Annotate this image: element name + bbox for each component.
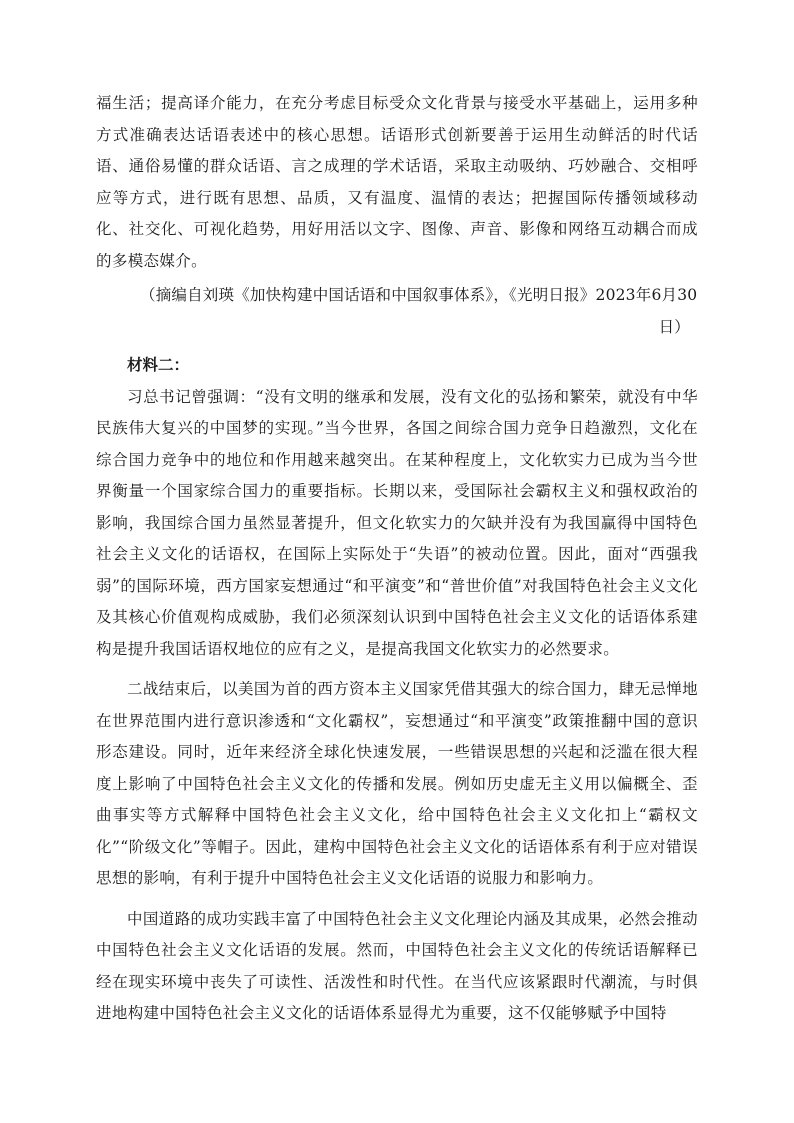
source-citation-line: （摘编自刘瑛《加快构建中国话语和中国叙事体系》，《光明日报》2023年6月30	[140, 286, 698, 304]
material-two-paragraph-1: 习总书记曾强调：“没有文明的继承和发展，没有文化的弘扬和繁荣，就没有中华民族伟大复兴的中国梦的实现。”当今世界，各国之间综合国力竞争日趋激烈，文化在综合国力竞争中的地位和作用越来越突出。在某种程度上，文化软实力已成为当今世界衡量一个国家综合国力的重要指标。长期以来，受国际社会霸权主义和强权政治的影响，我国综合国力虽然显著提升，但文化软实力的欠缺并没有为我国赢得中国特色社会主义文化的话语权，在国际上实际处于“失语”的被动位置。因此，面对“西强我弱”的国际环境，西方国家妄想通过“和平演变”和“普世价值”对我国特色社会主义文化及其核心价值观构成威胁，我们必须深刻认识到中国特色社会主义文化的话语体系建构是提升我国话语权地位的应有之义，是提高我国文化软实力的必然要求。	[96, 387, 698, 658]
material-two-paragraph-3: 中国道路的成功实践丰富了中国特色社会主义文化理论内涵及其成果，必然会推动中国特色社会主义文化话语的发展。然而，中国特色社会主义文化的传统话语解释已经在现实环境中丧失了可读性、活泼性和时代性。在当代应该紧跟时代潮流，与时俱进地构建中国特色社会主义文化的话语体系显得尤为重要，这不仅能够赋予中国特	[96, 909, 698, 1022]
material-two-paragraph-2: 二战结束后，以美国为首的西方资本主义国家凭借其强大的综合国力，肆无忌惮地在世界范围内进行意识渗透和“文化霸权”，妄想通过“和平演变”政策推翻中国的意识形态建设。同时，近年来经济全球化快速发展，一些错误思想的兴起和泛滥在很大程度上影响了中国特色社会主义文化的传播和发展。例如历史虚无主义用以偏概全、歪曲事实等方式解释中国特色社会主义文化，给中国特色社会主义文化扣上“霸权文化”“阶级文化”等帽子。因此，建构中国特色社会主义文化的话语体系有利于应对错误思想的影响，有利于提升中国特色社会主义文化话语的说服力和影响力。	[96, 680, 698, 887]
source-citation-date-tail: 日）	[658, 317, 690, 336]
material-one-tail-paragraph: 福生活；提高译介能力，在充分考虑目标受众文化背景与接受水平基础上，运用多种方式准确表达话语表述中的核心思想。话语形式创新要善于运用生动鲜活的时代话语、通俗易懂的群众话语、言之成理的学术话语，采取主动吸纳、巧妙融合、交相呼应等方式，进行既有思想、品质，又有温度、温情的表达；把握国际传播领域移动化、社交化、可视化趋势，用好用活以文字、图像、声音、影像和网络互动耦合而成的多模态媒介。	[96, 94, 698, 270]
source-citation	[96, 280, 698, 343]
document-page	[96, 88, 698, 1030]
material-two-heading: 材料二：	[127, 356, 190, 374]
